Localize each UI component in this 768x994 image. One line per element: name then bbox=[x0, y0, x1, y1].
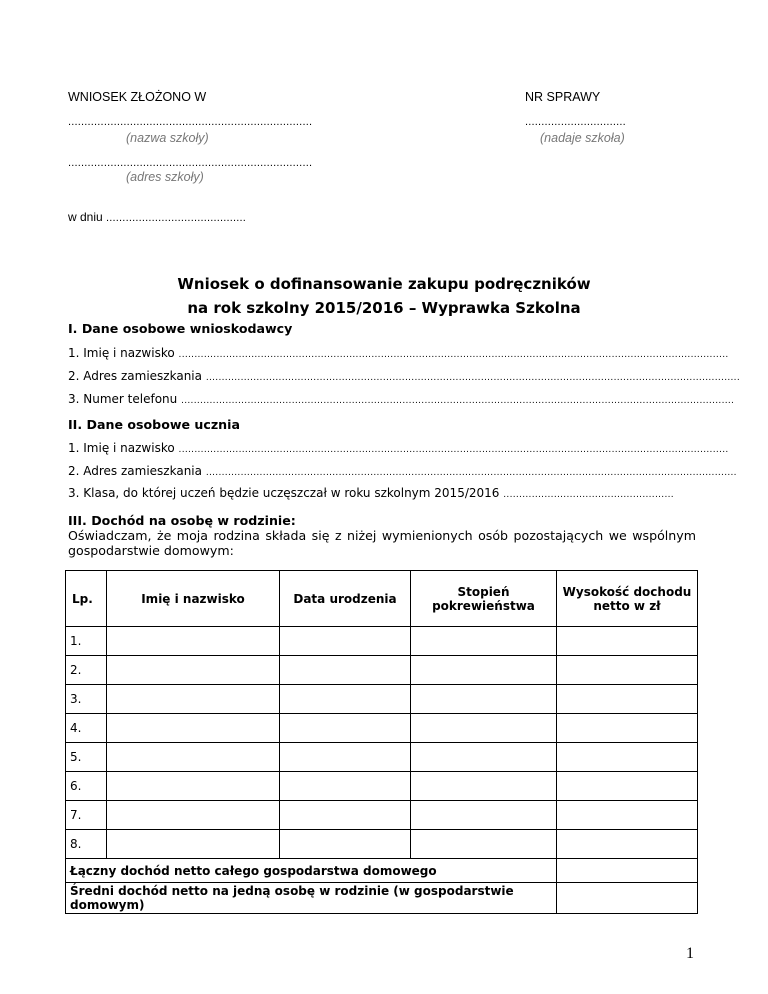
name-cell[interactable] bbox=[107, 743, 280, 772]
section-3-heading: III. Dochód na osobę w rodzinie: bbox=[68, 513, 296, 528]
table-row bbox=[66, 714, 698, 743]
applicant-name-field[interactable]: .............................................................................................................................................................................. bbox=[178, 350, 729, 360]
school-name-hint: (nazwa szkoły) bbox=[126, 131, 209, 145]
relationship-cell[interactable] bbox=[411, 714, 557, 743]
applicant-address-field[interactable]: ......................................................................................................................................................................... bbox=[205, 373, 741, 383]
relationship-cell[interactable] bbox=[411, 772, 557, 801]
school-address-hint: (adres szkoły) bbox=[126, 170, 204, 184]
student-address-label: 2. Adres zamieszkania bbox=[68, 464, 202, 478]
average-income-row bbox=[66, 883, 698, 914]
income-cell[interactable] bbox=[557, 656, 698, 685]
name-cell[interactable] bbox=[107, 830, 280, 859]
applicant-address-label: 2. Adres zamieszkania bbox=[68, 369, 202, 383]
average-income-cell[interactable] bbox=[557, 883, 698, 914]
relationship-cell[interactable] bbox=[411, 801, 557, 830]
total-income-row bbox=[66, 859, 698, 883]
section-3-declaration: Oświadczam, że moja rodzina składa się z niżej wymienionych osób pozostających we wspólnym gospodarstwie domowym: bbox=[68, 528, 696, 558]
birthdate-cell[interactable] bbox=[280, 656, 411, 685]
row-number: 7. bbox=[66, 801, 107, 830]
applicant-phone-label: 3. Numer telefonu bbox=[68, 392, 178, 406]
table-header-row bbox=[66, 571, 698, 627]
student-address-field[interactable]: ........................................................................................................................................................................ bbox=[205, 468, 737, 478]
row-number: 3. bbox=[66, 685, 107, 714]
case-number-field[interactable]: ............................... bbox=[525, 116, 626, 128]
student-class-field[interactable]: ...................................................... bbox=[503, 490, 674, 500]
document-title bbox=[0, 272, 768, 320]
applicant-address-line bbox=[68, 369, 740, 383]
birthdate-cell[interactable] bbox=[280, 714, 411, 743]
table-row bbox=[66, 772, 698, 801]
student-class-label: 3. Klasa, do której uczeń będzie uczęszczał w roku szkolnym 2015/2016 bbox=[68, 486, 500, 500]
applicant-phone-field[interactable]: ............................................................................................................................................................................... bbox=[181, 396, 735, 406]
total-income-cell[interactable] bbox=[557, 859, 698, 883]
school-address-field[interactable]: ........................................................................... bbox=[68, 157, 313, 169]
name-cell[interactable] bbox=[107, 772, 280, 801]
income-cell[interactable] bbox=[557, 772, 698, 801]
column-header-income: Wysokość dochodu netto w zł bbox=[557, 571, 698, 627]
date-field[interactable]: ........................................... bbox=[106, 212, 247, 224]
relationship-cell[interactable] bbox=[411, 685, 557, 714]
applicant-phone-line bbox=[68, 392, 734, 406]
average-income-label: Średni dochód netto na jedną osobę w rodzinie (w gospodarstwie domowym) bbox=[66, 883, 557, 914]
name-cell[interactable] bbox=[107, 656, 280, 685]
row-number: 1. bbox=[66, 627, 107, 656]
birthdate-cell[interactable] bbox=[280, 830, 411, 859]
table-row bbox=[66, 685, 698, 714]
birthdate-cell[interactable] bbox=[280, 743, 411, 772]
name-cell[interactable] bbox=[107, 685, 280, 714]
income-cell[interactable] bbox=[557, 801, 698, 830]
student-name-field[interactable]: .............................................................................................................................................................................. bbox=[178, 445, 729, 455]
name-cell[interactable] bbox=[107, 714, 280, 743]
relationship-cell[interactable] bbox=[411, 830, 557, 859]
section-3-block bbox=[68, 513, 696, 558]
title-line-2: na rok szkolny 2015/2016 – Wyprawka Szkolna bbox=[187, 299, 581, 317]
birthdate-cell[interactable] bbox=[280, 801, 411, 830]
income-cell[interactable] bbox=[557, 685, 698, 714]
table-row bbox=[66, 801, 698, 830]
case-number-hint: (nadaje szkoła) bbox=[540, 131, 625, 145]
relationship-cell[interactable] bbox=[411, 656, 557, 685]
income-cell[interactable] bbox=[557, 714, 698, 743]
name-cell[interactable] bbox=[107, 801, 280, 830]
student-name-line bbox=[68, 441, 729, 455]
income-cell[interactable] bbox=[557, 830, 698, 859]
table-row bbox=[66, 627, 698, 656]
applicant-name-label: 1. Imię i nazwisko bbox=[68, 346, 175, 360]
student-name-label: 1. Imię i nazwisko bbox=[68, 441, 175, 455]
date-label: w dniu bbox=[68, 210, 103, 224]
page-number: 1 bbox=[686, 945, 694, 962]
row-number: 5. bbox=[66, 743, 107, 772]
student-class-line bbox=[68, 486, 674, 500]
income-cell[interactable] bbox=[557, 743, 698, 772]
column-header-name: Imię i nazwisko bbox=[107, 571, 280, 627]
date-line bbox=[68, 210, 246, 224]
column-header-lp: Lp. bbox=[66, 571, 107, 627]
student-address-line bbox=[68, 464, 737, 478]
column-header-relationship: Stopień pokrewieństwa bbox=[411, 571, 557, 627]
table-row bbox=[66, 743, 698, 772]
relationship-cell[interactable] bbox=[411, 627, 557, 656]
applicant-name-line bbox=[68, 346, 729, 360]
birthdate-cell[interactable] bbox=[280, 772, 411, 801]
title-line-1: Wniosek o dofinansowanie zakupu podręczników bbox=[177, 275, 591, 293]
name-cell[interactable] bbox=[107, 627, 280, 656]
row-number: 6. bbox=[66, 772, 107, 801]
submitted-at-label: WNIOSEK ZŁOŻONO W bbox=[68, 90, 207, 104]
school-name-field[interactable]: ........................................................................... bbox=[68, 116, 313, 128]
section-2-heading: II. Dane osobowe ucznia bbox=[68, 417, 240, 432]
case-number-label: NR SPRAWY bbox=[525, 90, 601, 104]
total-income-label: Łączny dochód netto całego gospodarstwa domowego bbox=[66, 859, 557, 883]
income-cell[interactable] bbox=[557, 627, 698, 656]
column-header-birthdate: Data urodzenia bbox=[280, 571, 411, 627]
birthdate-cell[interactable] bbox=[280, 627, 411, 656]
birthdate-cell[interactable] bbox=[280, 685, 411, 714]
relationship-cell[interactable] bbox=[411, 743, 557, 772]
household-members-table bbox=[65, 570, 698, 914]
table-row bbox=[66, 830, 698, 859]
row-number: 8. bbox=[66, 830, 107, 859]
row-number: 4. bbox=[66, 714, 107, 743]
table-row bbox=[66, 656, 698, 685]
row-number: 2. bbox=[66, 656, 107, 685]
section-1-heading: I. Dane osobowe wnioskodawcy bbox=[68, 321, 293, 336]
